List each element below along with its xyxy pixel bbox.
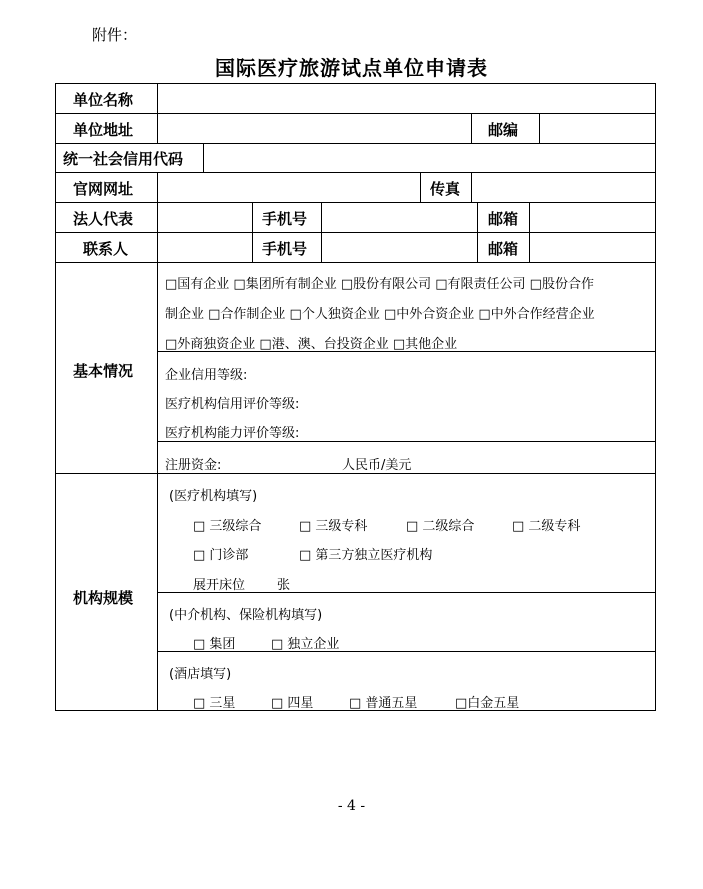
option-grade2-general: □ 二级综合 [406, 519, 475, 534]
col-divider [321, 202, 322, 262]
legal-rep-mobile-label: 手机号 [262, 210, 308, 228]
row-divider [157, 441, 655, 442]
col-divider [157, 84, 158, 143]
option-third-party: □ 第三方独立医疗机构 [299, 548, 433, 563]
basic-info-label: 基本情况 [73, 362, 134, 380]
contact-mobile-label: 手机号 [262, 240, 308, 258]
fax-label: 传真 [430, 180, 461, 198]
beds-unit: 张 [277, 578, 291, 593]
contact-email-label: 邮箱 [488, 240, 519, 258]
col-divider [471, 113, 472, 143]
unit-name-label: 单位名称 [73, 91, 134, 109]
enterprise-types-line-1: □国有企业 □集团所有制企业 □股份有限公司 □有限责任公司 □股份合作 [165, 277, 594, 292]
attachment-label: 附件： [92, 26, 138, 44]
row-divider [56, 262, 655, 263]
row-divider [56, 172, 655, 173]
col-divider [157, 172, 158, 710]
row-divider [56, 232, 655, 233]
currency-label: 人民币/美元 [342, 458, 412, 473]
med-credit-grade-label: 医疗机构信用评价等级: [165, 397, 300, 412]
option-group: □ 集团 [193, 637, 236, 652]
enterprise-types-line-3: □外商独资企业 □港、澳、台投资企业 □其他企业 [165, 337, 458, 352]
option-grade3-general: □ 三级综合 [193, 519, 262, 534]
col-divider [529, 202, 530, 262]
form-title: 国际医疗旅游试点单位申请表 [215, 56, 488, 80]
col-divider [252, 202, 253, 262]
col-divider [477, 202, 478, 262]
option-4star: □ 四星 [271, 696, 314, 711]
option-3star: □ 三星 [193, 696, 236, 711]
legal-rep-label: 法人代表 [73, 210, 134, 228]
row-divider [56, 202, 655, 203]
legal-rep-email-label: 邮箱 [488, 210, 519, 228]
agency-header: (中介机构、保险机构填写) [169, 608, 323, 623]
scale-label: 机构规模 [73, 589, 134, 607]
row-divider [56, 473, 655, 474]
row-divider [56, 143, 655, 144]
page-number: - 4 - [337, 798, 366, 814]
option-clinic: □ 门诊部 [193, 548, 249, 563]
col-divider [203, 143, 204, 172]
col-divider [471, 172, 472, 202]
hotel-header: (酒店填写) [169, 667, 232, 682]
contact-label: 联系人 [83, 240, 129, 258]
beds-label: 展开床位 [193, 578, 246, 593]
credit-code-label: 统一社会信用代码 [63, 150, 184, 168]
unit-address-label: 单位地址 [73, 121, 134, 139]
option-grade2-special: □ 二级专科 [512, 519, 581, 534]
postcode-label: 邮编 [488, 121, 519, 139]
row-divider [56, 113, 655, 114]
enterprise-types-line-2: 制企业 □合作制企业 □个人独资企业 □中外合资企业 □中外合作经营企业 [165, 307, 595, 322]
credit-grade-label: 企业信用等级: [165, 368, 248, 383]
option-5star: □ 普通五星 [349, 696, 418, 711]
website-label: 官网网址 [73, 180, 134, 198]
option-independent: □ 独立企业 [271, 637, 340, 652]
medical-header: (医疗机构填写) [169, 489, 258, 504]
med-capacity-grade-label: 医疗机构能力评价等级: [165, 426, 300, 441]
col-divider [539, 113, 540, 143]
registered-capital-label: 注册资金: [165, 458, 222, 473]
option-grade3-special: □ 三级专科 [299, 519, 368, 534]
col-divider [420, 172, 421, 202]
option-platinum: □白金五星 [455, 696, 520, 711]
application-form [55, 83, 656, 711]
